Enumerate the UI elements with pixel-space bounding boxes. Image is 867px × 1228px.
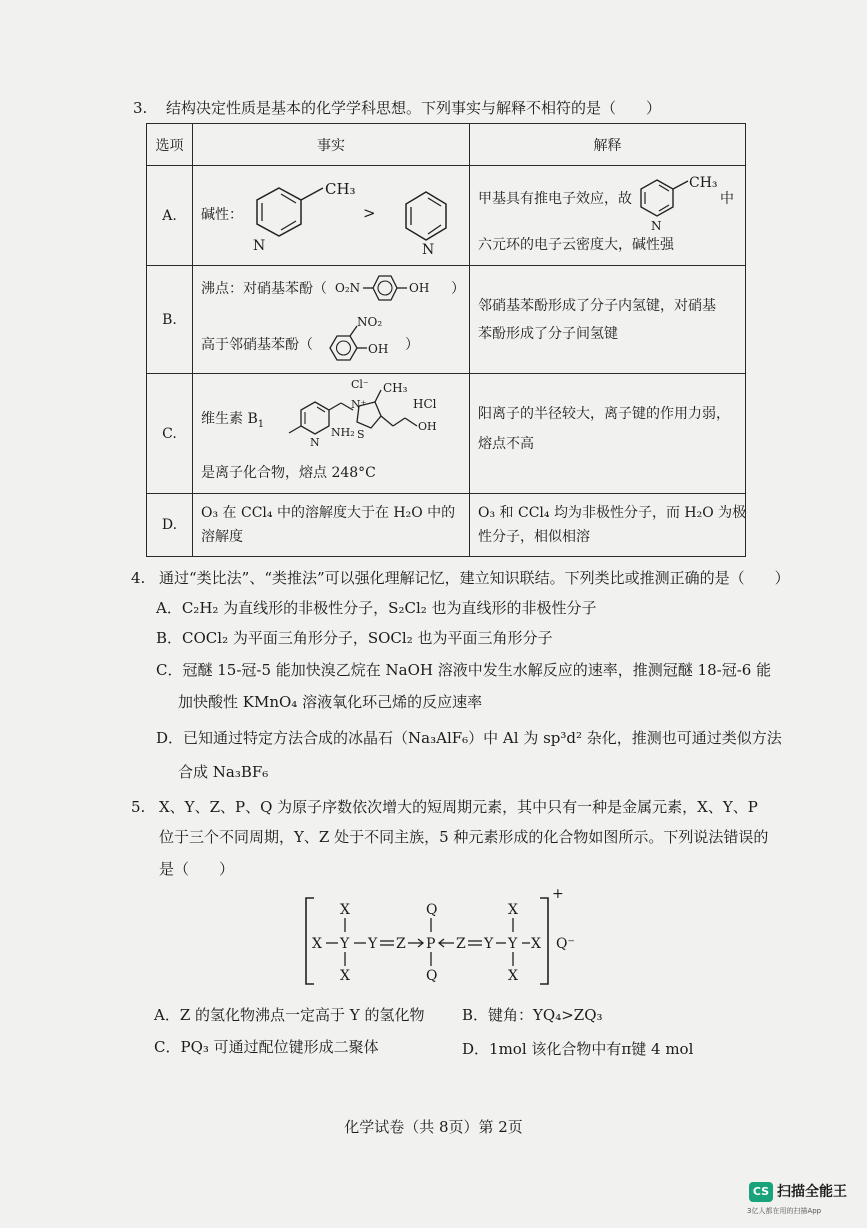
svg-text:Y: Y bbox=[368, 936, 378, 952]
svg-text:S: S bbox=[357, 428, 365, 441]
svg-text:CH₃: CH₃ bbox=[383, 381, 408, 395]
explanation-cell bbox=[470, 494, 746, 557]
q5-number: 5. bbox=[131, 798, 146, 816]
fact-cell bbox=[193, 266, 470, 374]
q4-option-d-cont: 合成 Na₃BF₆ bbox=[178, 763, 269, 781]
svg-text:CH₃: CH₃ bbox=[325, 180, 356, 198]
svg-text:Q⁻: Q⁻ bbox=[556, 936, 575, 952]
svg-text:OH: OH bbox=[409, 281, 430, 295]
camscanner-logo-icon: CS bbox=[749, 1182, 773, 1202]
pyridine-structure-icon bbox=[398, 174, 458, 258]
q5-option-a: A．Z 的氢化物沸点一定高于 Y 的氢化物 bbox=[154, 1006, 425, 1024]
q4-option-c: C．冠醚 15-冠-5 能加快溴乙烷在 NaOH 溶液中发生水解反应的速率，推测冠醚 18-冠-6 能 bbox=[156, 661, 772, 679]
q5-stem-line1: X、Y、Z、P、Q 为原子序数依次增大的短周期元素，其中只有一种是金属元素，X、Y、P bbox=[159, 798, 758, 816]
svg-text:N: N bbox=[422, 242, 435, 258]
row-label: B. bbox=[147, 266, 193, 374]
row-label: C. bbox=[147, 374, 193, 494]
q5-stem-line2: 位于三个不同周期，Y、Z 处于不同主族，5 种元素形成的化合物如图所示。下列说法错误的 bbox=[159, 828, 769, 846]
explanation-line2: 性分子，相似相溶 bbox=[478, 529, 590, 545]
fact-line2-pre: 高于邻硝基苯酚（ bbox=[201, 337, 313, 353]
svg-text:Y: Y bbox=[508, 936, 518, 952]
row-label: D. bbox=[147, 494, 193, 557]
svg-text:NO₂: NO₂ bbox=[357, 315, 383, 329]
svg-text:X: X bbox=[531, 936, 541, 952]
methylpyridine-small-icon bbox=[633, 170, 733, 234]
fact-line1-pre: 沸点：对硝基苯酚（ bbox=[201, 281, 327, 297]
svg-text:HCl: HCl bbox=[413, 397, 437, 411]
q4-option-d: D．已知通过特定方法合成的冰晶石（Na₃AlF₆）中 Al 为 sp³d² 杂化，推测也可通过类似方法 bbox=[156, 729, 782, 747]
q4-number: 4. bbox=[131, 569, 146, 587]
table-row bbox=[147, 494, 746, 557]
svg-text:Z: Z bbox=[396, 936, 406, 952]
explanation-line2: 熔点不高 bbox=[478, 436, 534, 452]
fact-line2: 溶解度 bbox=[201, 529, 243, 545]
explanation-suffix: 中 bbox=[720, 191, 734, 207]
q5-stem-line3: 是（ ） bbox=[159, 860, 235, 878]
q4-option-b: B．COCl₂ 为平面三角形分子，SOCl₂ 也为平面三角形分子 bbox=[156, 629, 553, 647]
svg-text:X: X bbox=[340, 968, 350, 984]
q3-number: 3. bbox=[133, 99, 148, 117]
q3-stem: 结构决定性质是基本的化学学科思想。下列事实与解释不相符的是（ ） bbox=[166, 99, 662, 117]
svg-text:Z: Z bbox=[456, 936, 466, 952]
explanation-line1: 甲基具有推电子效应，故 bbox=[478, 191, 632, 207]
table-row bbox=[147, 166, 746, 266]
q4-stem: 通过“类比法”、“类推法”可以强化理解记忆，建立知识联结。下列类比或推测正确的是（ ） bbox=[159, 569, 790, 587]
svg-text:NH₂: NH₂ bbox=[331, 426, 355, 439]
svg-text:Q: Q bbox=[426, 902, 438, 918]
fact-line1: 维生素 $B_1$ bbox=[201, 411, 265, 430]
svg-text:X: X bbox=[508, 902, 518, 918]
svg-text:O₂N: O₂N bbox=[335, 281, 361, 295]
explanation-cell bbox=[470, 266, 746, 374]
svg-text:X: X bbox=[340, 902, 350, 918]
fact-line2: 是离子化合物，熔点 248°C bbox=[201, 465, 376, 481]
fact-line2-post: ） bbox=[405, 337, 419, 353]
explanation-line2: 六元环的电子云密度大，碱性强 bbox=[478, 237, 674, 253]
svg-text:OH: OH bbox=[368, 342, 389, 356]
q5-option-d: D．1mol 该化合物中有π键 4 mol bbox=[462, 1040, 694, 1058]
fact-line1: O₃ 在 CCl₄ 中的溶解度大于在 H₂O 中的 bbox=[201, 505, 456, 521]
svg-text:Cl⁻: Cl⁻ bbox=[351, 378, 369, 391]
q4-option-c-cont: 加快酸性 KMnO₄ 溶液氧化环己烯的反应速率 bbox=[178, 693, 483, 711]
table-row bbox=[147, 266, 746, 374]
table-row bbox=[147, 374, 746, 494]
q4-option-a: A．C₂H₂ 为直线形的非极性分子，S₂Cl₂ 也为直线形的非极性分子 bbox=[156, 599, 597, 617]
page-footer: 化学试卷（共 8页）第 2页 bbox=[344, 1118, 523, 1136]
vitamin-b1-structure-icon bbox=[285, 376, 465, 460]
svg-text:OH: OH bbox=[418, 420, 437, 433]
methylpyridine-structure-icon bbox=[245, 174, 405, 258]
svg-text:X: X bbox=[312, 936, 322, 952]
explanation-cell bbox=[470, 374, 746, 494]
svg-text:N⁺: N⁺ bbox=[351, 398, 367, 411]
svg-text:N: N bbox=[651, 219, 662, 233]
q5-option-c: C．PQ₃ 可通过配位键形成二聚体 bbox=[154, 1038, 379, 1056]
header-explanation: 解释 bbox=[470, 124, 746, 166]
svg-text:N: N bbox=[310, 436, 320, 449]
svg-text:Y: Y bbox=[340, 936, 350, 952]
explanation-line1: 邻硝基苯酚形成了分子内氢键，对硝基 bbox=[478, 298, 716, 314]
svg-text:CH₃: CH₃ bbox=[689, 175, 718, 191]
fact-cell bbox=[193, 374, 470, 494]
fact-prefix: 碱性： bbox=[201, 207, 243, 223]
svg-text:+: + bbox=[552, 886, 564, 902]
scanner-badge bbox=[745, 1178, 859, 1226]
svg-text:Y: Y bbox=[484, 936, 494, 952]
svg-text:>: > bbox=[363, 204, 376, 222]
svg-text:N: N bbox=[253, 238, 266, 254]
header-fact: 事实 bbox=[193, 124, 470, 166]
explanation-cell bbox=[470, 166, 746, 266]
fact-line1-post: ） bbox=[451, 281, 465, 297]
svg-text:Q: Q bbox=[426, 968, 438, 984]
row-label: A. bbox=[147, 166, 193, 266]
fact-cell bbox=[193, 166, 470, 266]
fact-cell bbox=[193, 494, 470, 557]
q5-structure-diagram bbox=[300, 886, 600, 996]
explanation-line1: O₃ 和 CCl₄ 均为非极性分子，而 H₂O 为极 bbox=[478, 505, 747, 521]
explanation-line2: 苯酚形成了分子间氢键 bbox=[478, 326, 618, 342]
header-option: 选项 bbox=[147, 124, 193, 166]
svg-text:X: X bbox=[508, 968, 518, 984]
p-nitrophenol-structure-icon bbox=[333, 270, 453, 306]
badge-subtitle: 3亿人都在用的扫描App bbox=[747, 1207, 822, 1215]
o-nitrophenol-structure-icon bbox=[317, 310, 397, 370]
table-header-row bbox=[147, 124, 746, 166]
q5-option-b: B．键角：YQ₄>ZQ₃ bbox=[462, 1006, 603, 1024]
explanation-line1: 阳离子的半径较大，离子键的作用力弱， bbox=[478, 406, 730, 422]
svg-text:P: P bbox=[426, 936, 436, 952]
badge-title: 扫描全能王 bbox=[777, 1184, 847, 1200]
q3-table bbox=[146, 123, 746, 557]
